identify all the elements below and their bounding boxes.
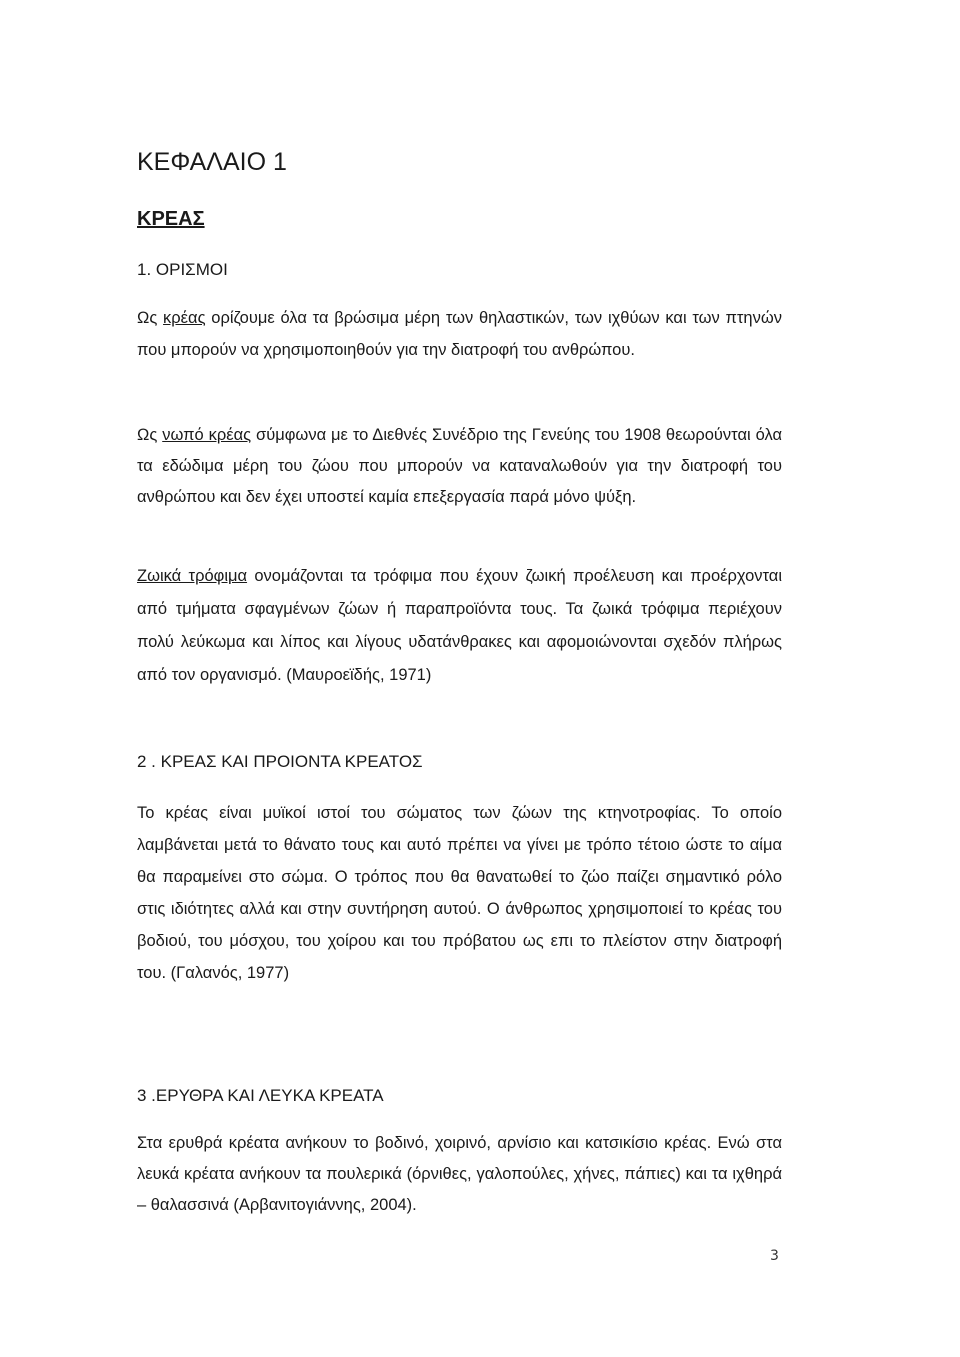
paragraph-text: ονομάζονται τα τρόφιμα που έχουν ζωική προέλευση και προέρχονται από τμήματα σφαγμένων ζώων ή παραπροϊόντα τους. Τα ζωικά τρόφιμα περιέχουν πολύ λεύκωμα και λίπος και λίγους υδατάνθρακες και αφομοιώνονται σχεδόν πλήρως από τον οργανισμό. (Μαυροεϊδής, 1971) [137,567,782,684]
page-number: 3 [770,1248,779,1264]
defined-term: κρέας [163,309,206,327]
paragraph-lead: Ως [137,426,163,444]
section-heading-red-white-meat: 3 .ΕΡΥΘΡΑ ΚΑΙ ΛΕΥΚΑ ΚΡΕΑΤΑ [137,1086,384,1105]
paragraph-lead: Ως [137,309,164,327]
section-heading-meat-products: 2 . ΚΡΕΑΣ ΚΑΙ ΠΡΟΙΟΝΤΑ ΚΡΕΑΤΟΣ [137,752,423,771]
paragraph-fresh-meat-definition [137,420,782,513]
section-heading-definitions: 1. ΟΡΙΣΜΟΙ [137,260,228,279]
paragraph-text: σύμφωνα με το Διεθνές Συνέδριο της Γενεύης του 1908 θεωρούνται όλα τα εδώδιμα μέρη του ζώου που μπορούν να καταναλωθούν για την διατροφή του ανθρώπου και δεν έχει υποστεί καμία επεξεργασία παρά μόνο ψύξη. [137,426,782,506]
defined-term: νωπό κρέας [162,426,252,444]
paragraph-meat-definition [137,302,782,366]
main-title: ΚΡΕΑΣ [137,208,205,230]
defined-term: Ζωικά τρόφιμα [137,567,248,585]
paragraph-meat-products: Το κρέας είναι μυϊκοί ιστοί του σώματος των ζώων της κτηνοτροφίας. Το οποίο λαμβάνεται μετά το θάνατο τους και αυτό πρέπει να γίνει με τρόπο τέτοιο ώστε το αίμα θα παραμείνει στο σώμα. Ο τρόπος που θα θανατωθεί το ζώο παίζει σημαντικό ρόλο στις ιδιότητες αλλά και στην συντήρηση αυτού. Ο άνθρωπος χρησιμοποιεί το κρέας του βοδιού, του μόσχου, του χοίρου και του πρόβατου ως επι το πλείστον στην διατροφή του. (Γαλανός, 1977) [137,804,782,982]
paragraph-red-white-meat: Στα ερυθρά κρέατα ανήκουν το βοδινό, χοιρινό, αρνίσιο και κατσικίσιο κρέας. Ενώ στα λευκά κρέατα ανήκουν τα πουλερικά (όρνιθες, γαλοπούλες, χήνες, πάπιες) και τα ιχθηρά – θαλασσινά (Αρβανιτογιάννης, 2004). [137,1134,782,1214]
chapter-heading: ΚΕΦΑΛΑΙΟ 1 [137,148,287,176]
paragraph-text: ορίζουμε όλα τα βρώσιμα μέρη των θηλαστικών, των ιχθύων και των πτηνών που μπορούν να χρησιμοποιηθούν για την διατροφή του ανθρώπου. [137,309,782,359]
paragraph-animal-foods-definition [137,560,782,692]
